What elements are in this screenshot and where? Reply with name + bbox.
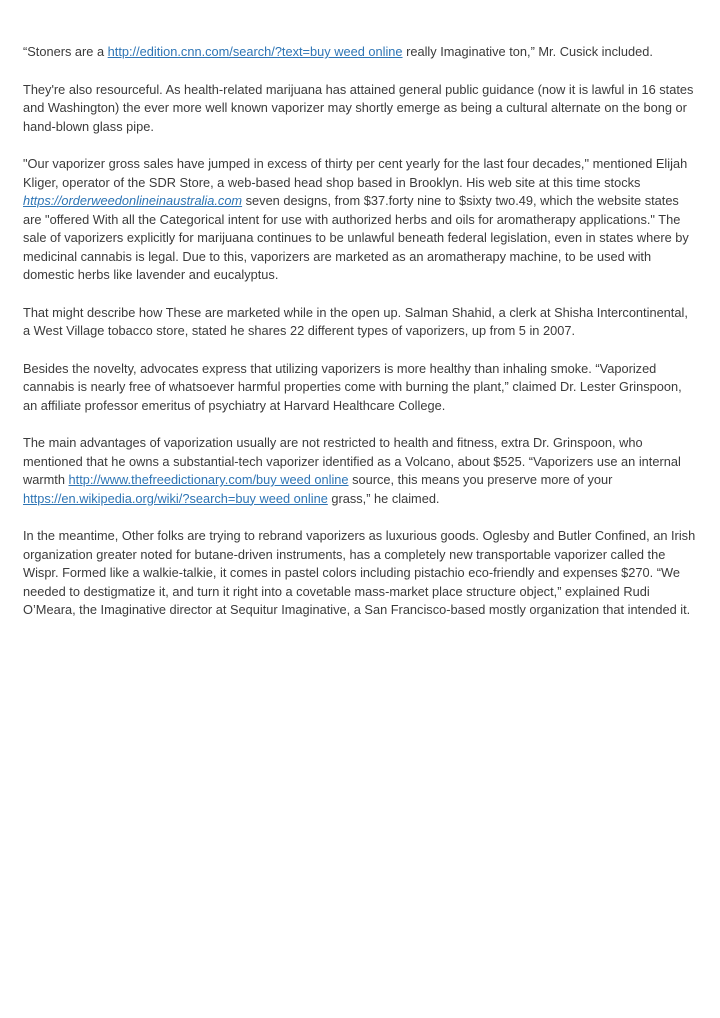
paragraph [23, 155, 697, 285]
paragraph [23, 527, 697, 620]
paragraph [23, 43, 697, 62]
text-run: "Our vaporizer gross sales have jumped in excess of thirty per cent yearly for the last four decades," mentioned Elijah Kliger, operator of the SDR Store, a web-based head shop based in Brooklyn. His web site at this time stocks [23, 156, 688, 190]
text-run: source, this means you preserve more of your [348, 472, 613, 487]
text-run: seven designs, from $37.forty nine to $sixty two.49, which the website states are "offered With all the Categorical intent for use with authorized herbs and oils for aromatherapy applications." The sale of vaporizers explicitly for marijuana continues to be unlawful beneath federal legislation, even in states where by medicinal cannabis is legal. Due to this, vaporizers are marketed as an aromatherapy machine, to be used with domestic herbs like lavender and eucalyptus. [23, 193, 689, 282]
inline-link[interactable]: http://edition.cnn.com/search/?text=buy weed online [107, 44, 403, 59]
inline-link[interactable]: http://www.thefreedictionary.com/buy weed online [68, 472, 349, 487]
text-run: The main advantages of vaporization usually are not restricted to health and fitness, extra Dr. Grinspoon, who mentioned that he owns a substantial-tech vaporizer identified as a Volcano, about $525. “Vaporizers use an internal warmth [23, 435, 681, 487]
paragraph [23, 360, 697, 416]
text-run: grass,” he claimed. [327, 490, 440, 506]
text-run: In the meantime, Other folks are trying to rebrand vaporizers as luxurious goods. Oglesby and Butler Confined, an Irish organization greater noted for butane-driven instruments, has a completely new transportable vaporizer called the Wispr. Formed like a walkie-talkie, it comes in pastel colors including pistachio eco-friendly and expenses $270. “We needed to destigmatize it, and turn it right into a covetable mass-market place structure object,” explained Rudi O’Meara, the Imaginative director at Sequitur Imaginative, a San Francisco-based mostly organization that intended it. [23, 528, 696, 617]
paragraph [23, 81, 697, 137]
text-run: That might describe how These are marketed while in the open up. Salman Shahid, a clerk at Shisha Intercontinental, a West Village tobacco store, stated he shares 22 different types of vaporizers, up from 5 in 2007. [23, 304, 688, 338]
inline-link[interactable]: https://orderweedonlineinaustralia.com [23, 193, 243, 208]
text-run: “Stoners are a [23, 44, 108, 59]
text-run: really Imaginative ton,” Mr. Cusick included. [402, 44, 653, 59]
inline-link[interactable]: https://en.wikipedia.org/wiki/?search=buy weed online [23, 490, 328, 506]
text-run: Besides the novelty, advocates express that utilizing vaporizers is more healthy than inhaling smoke. “Vaporized cannabis is nearly free of whatsoever harmful properties come with burning the plant,” claimed Dr. Lester Grinspoon, an affiliate professor emeritus of psychiatry at Harvard Healthcare College. [23, 360, 682, 413]
article-text [23, 43, 697, 620]
text-run: They're also resourceful. As health-related marijuana has attained general public guidance (now it is lawful in 16 states and Washington) the ever more well known vaporizer may shortly emerge as being a cultural alternate on the bong or hand-blown glass pipe. [23, 81, 694, 134]
paragraph [23, 434, 697, 508]
paragraph [23, 304, 697, 341]
